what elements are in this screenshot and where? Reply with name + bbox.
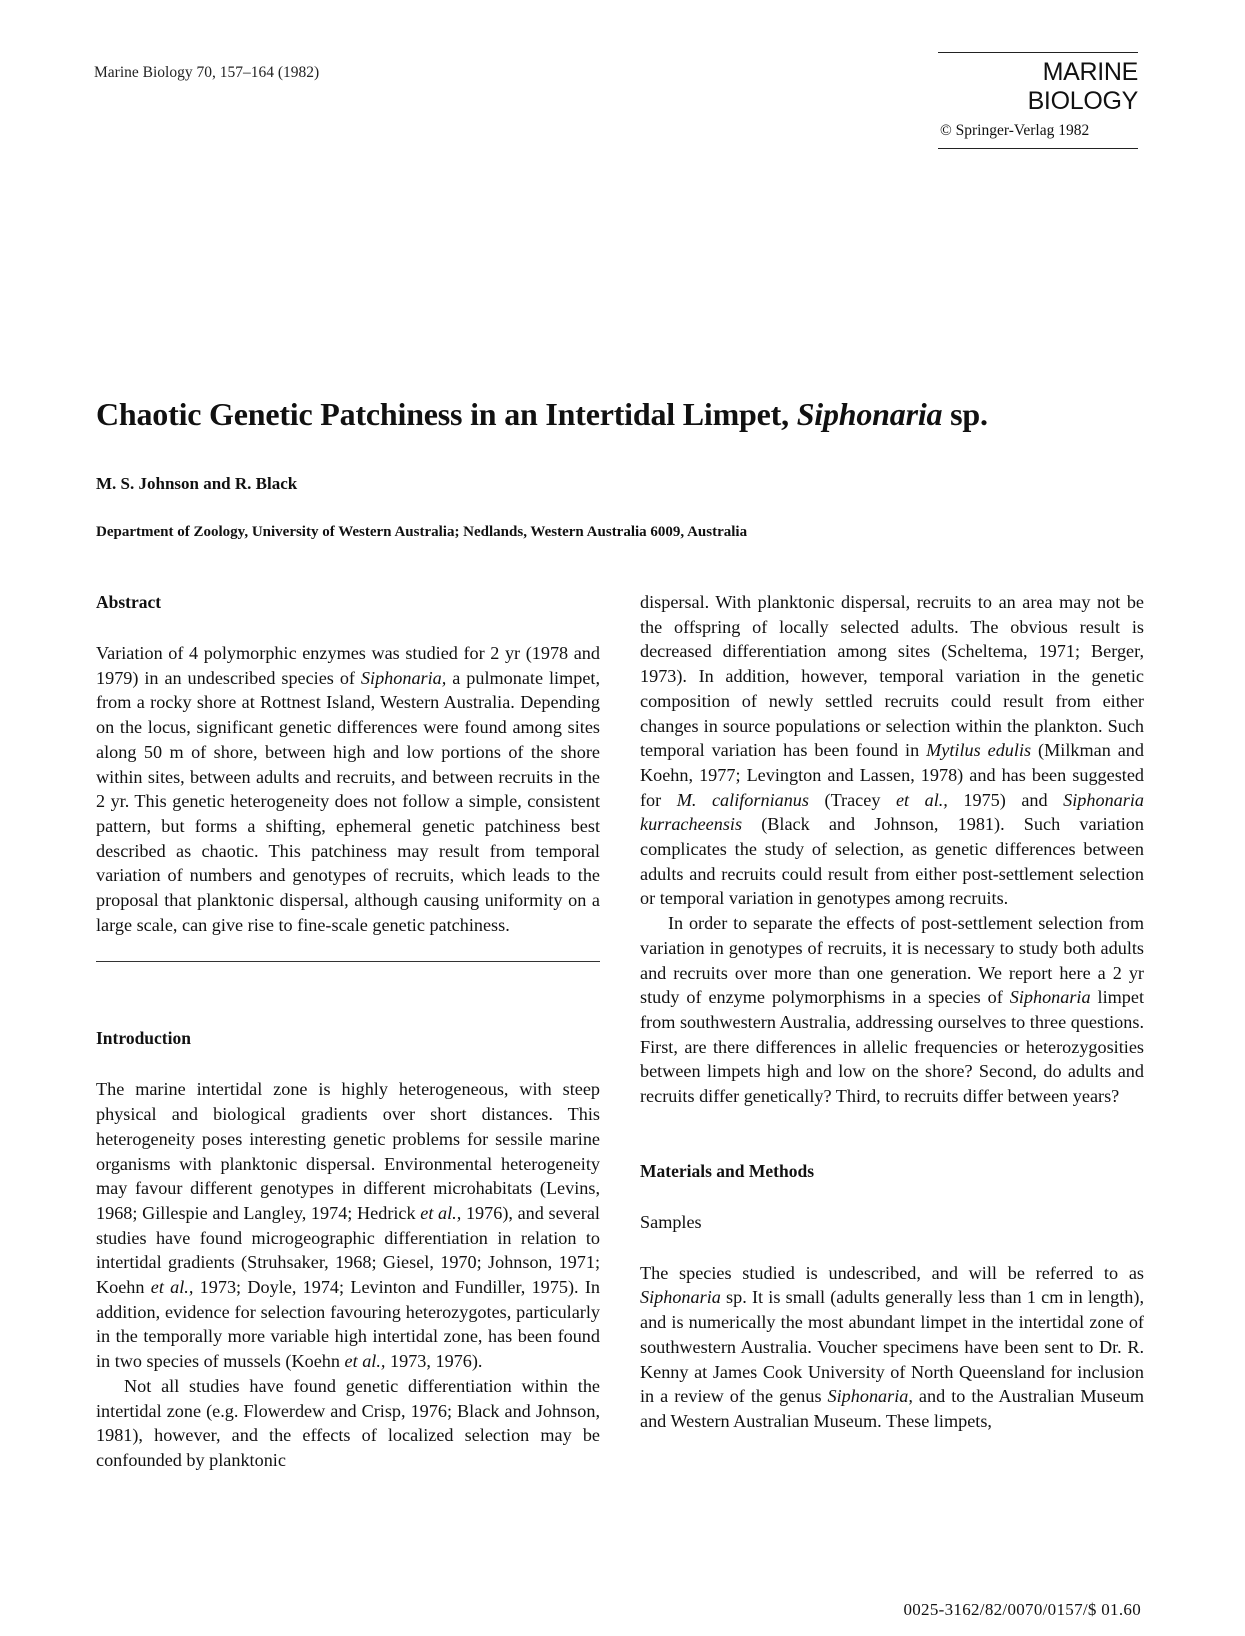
introduction-paragraph-2: Not all studies have found genetic differentiation within the intertidal zone (e.g. Flowerdew and Crisp, 1976; Black and Johnson, 1981), however, and the effects of localized selection may be confounded by planktonic bbox=[96, 1375, 600, 1470]
journal-reference: Marine Biology 70, 157–164 (1982) bbox=[94, 64, 320, 81]
right-column bbox=[640, 590, 1144, 1434]
article-authors: M. S. Johnson and R. Black bbox=[96, 474, 298, 493]
masthead-bottom-rule bbox=[938, 148, 1138, 149]
methods-paragraph-1: The species studied is undescribed, and will be referred to as Siphonaria sp. It is small (adults generally less than 1 cm in length), and is numerically the most abundant limpet in the intertidal zone of southwestern Australia. Voucher specimens have been sent to Dr. R. Kenny at James Cook University of North Queensland for inclusion in a review of the genus Siphonaria, and to the Australian Museum and Western Australian Museum. These limpets, bbox=[640, 1262, 1144, 1431]
article-title: Chaotic Genetic Patchiness in an Intertidal Limpet, Siphonaria sp. bbox=[96, 396, 988, 432]
samples-subheading: Samples bbox=[640, 1211, 702, 1232]
left-column bbox=[96, 590, 600, 1473]
author-affiliation: Department of Zoology, University of Western Australia; Nedlands, Western Australia 6009, Australia bbox=[96, 524, 748, 540]
abstract-text: Variation of 4 polymorphic enzymes was studied for 2 yr (1978 and 1979) in an undescribed species of Siphonaria, a pulmonate limpet, from a rocky shore at Rottnest Island, Western Australia. Depending on the locus, significant genetic differences were found among sites along 50 m of shore, between high and low portions of the shore within sites, between adults and recruits, and between recruits in the 2 yr. This genetic heterogeneity does not follow a simple, consistent pattern, but forms a shifting, ephemeral genetic patchiness best described as chaotic. This patchiness may result from temporal variation of numbers and genotypes of recruits, which leads to the proposal that planktonic dispersal, although causing uniformity on a large scale, can give rise to fine-scale genetic patchiness. bbox=[96, 643, 600, 935]
masthead-top-rule bbox=[938, 52, 1138, 53]
copyright-line: © Springer-Verlag 1982 bbox=[940, 122, 1090, 139]
introduction-heading: Introduction bbox=[96, 1028, 191, 1049]
journal-name: MARINE BIOLOGY bbox=[1027, 58, 1138, 115]
introduction-paragraph-4: In order to separate the effects of post-settlement selection from variation in genotypes of recruits, it is necessary to study both adults and recruits over more than one generation. We report here a 2 yr study of enzyme polymorphisms in a species of Siphonaria limpet from southwestern Australia, addressing ourselves to three questions. First, are there differences in allelic frequencies or heterozygosities between limpets high and low on the shore? Second, do adults and recruits differ genetically? Third, to recruits differ between years? bbox=[640, 913, 1144, 1107]
article-code: 0025-3162/82/0070/0157/$ 01.60 bbox=[903, 1600, 1141, 1619]
journal-masthead bbox=[938, 52, 1138, 149]
abstract-heading: Abstract bbox=[96, 592, 162, 612]
introduction-paragraph-1: The marine intertidal zone is highly heterogeneous, with steep physical and biological gradients over short distances. This heterogeneity poses interesting genetic problems for sessile marine organisms with planktonic dispersal. Environmental heterogeneity may favour different genotypes in different microhabitats (Levins, 1968; Gillespie and Langley, 1974; Hedrick et al., 1976), and several studies have found microgeographic differentiation in relation to intertidal gradients (Struhsaker, 1968; Giesel, 1970; Johnson, 1971; Koehn et al., 1973; Doyle, 1974; Levinton and Fundiller, 1975). In addition, evidence for selection favouring heterozygotes, particularly in the temporally more variable high intertidal zone, has been found in two species of mussels (Koehn et al., 1973, 1976). bbox=[96, 1079, 600, 1372]
introduction-paragraph-3: dispersal. With planktonic dispersal, recruits to an area may not be the offspring of locally selected adults. The obvious result is decreased differentiation among sites (Scheltema, 1971; Berger, 1973). In addition, however, temporal variation in the genetic composition of newly settled recruits could result from either changes in source populations or selection within the plankton. Such temporal variation has been found in Mytilus edulis (Milkman and Koehn, 1977; Levington and Lassen, 1978) and has been suggested for M. californianus (Tracey et al., 1975) and Siphonaria kurracheensis (Black and Johnson, 1981). Such variation complicates the study of selection, as genetic differences between adults and recruits could result from either post-settlement selection or temporal variation in genotypes among recruits. bbox=[640, 592, 1144, 909]
methods-heading: Materials and Methods bbox=[640, 1160, 815, 1181]
